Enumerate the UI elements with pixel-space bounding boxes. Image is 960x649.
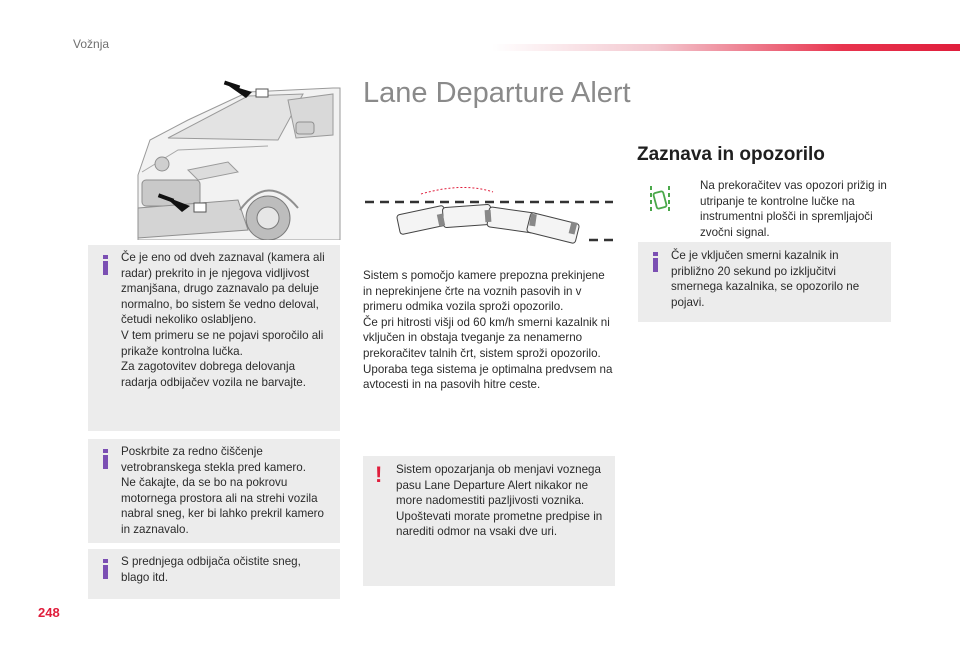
info-i-icon	[648, 252, 663, 272]
page-title: Lane Departure Alert	[363, 77, 631, 109]
page-number: 248	[38, 605, 60, 620]
info-box-windshield	[88, 439, 340, 543]
lane-departure-lamp-icon	[648, 184, 672, 216]
system-description-text: Sistem s pomočjo kamere prepozna prekinjene in neprekinjene črte na voznih pasovih in v primeru odmika vozila sproži opozorilo. Če pri hitrosti višji od 60 km/h smerni kazalnik ni vključen in obstaja tveganje za nenamerno prekoračitev talnih črt, sistem sproži opozorilo. Uporaba tega sistema je optimalna predvsem na avtocesti in na pasovih hitre ceste.	[363, 269, 613, 392]
info-i-icon	[98, 449, 113, 469]
section-label: Vožnja	[73, 37, 110, 51]
header-accent-bar	[492, 44, 960, 51]
lane-departure-illustration	[363, 180, 615, 250]
detection-heading: Zaznava in opozorilo	[637, 144, 825, 165]
info-box-sensors-text: Če je eno od dveh zaznaval (kamera ali radar) prekrito in je njegova vidljivost zmanjšana, drugo zaznavalo pa deluje normalno, bo sistem še vedno deloval, četudi nekoliko oslabljeno. V tem primeru se ne pojavi sporočilo ali prikaže kontrolna lučka. Za zagotovitev dobrega delovanja radarja odbijačev vozila ne barvajte.	[121, 251, 325, 389]
warning-box	[363, 456, 615, 586]
info-box-turn-signal-text: Če je vključen smerni kazalnik in približno 20 sekund po izključitvi smernega kazalnika, se opozorilo ne pojavi.	[671, 249, 860, 309]
van-front-illustration	[128, 80, 342, 240]
info-box-turn-signal	[638, 242, 891, 322]
info-box-windshield-text: Poskrbite za redno čiščenje vetrobranskega stekla pred kamero. Ne čakajte, da se bo na pokrovu motornega prostora ali na strehi vozila nabral sneg, ker bi lahko prekril kamero in zaznavalo.	[121, 445, 324, 536]
info-i-icon	[98, 255, 113, 275]
info-box-bumper-text: S prednjega odbijača očistite sneg, blago itd.	[121, 555, 301, 584]
detection-text: Na prekoračitev vas opozori prižig in utripanje te kontrolne lučke na instrumentni plošči in spremljajoči zvočni signal.	[700, 179, 887, 239]
warning-box-text: Sistem opozarjanja ob menjavi voznega pasu Lane Departure Alert nikakor ne more nadomestiti pazljivosti voznika. Upoštevati morate prometne predpise in narediti odmor na vsaki dve uri.	[396, 463, 603, 539]
exclamation-icon: !	[375, 462, 383, 487]
info-box-sensors	[88, 245, 340, 431]
info-box-bumper	[88, 549, 340, 599]
info-i-icon	[98, 559, 113, 579]
